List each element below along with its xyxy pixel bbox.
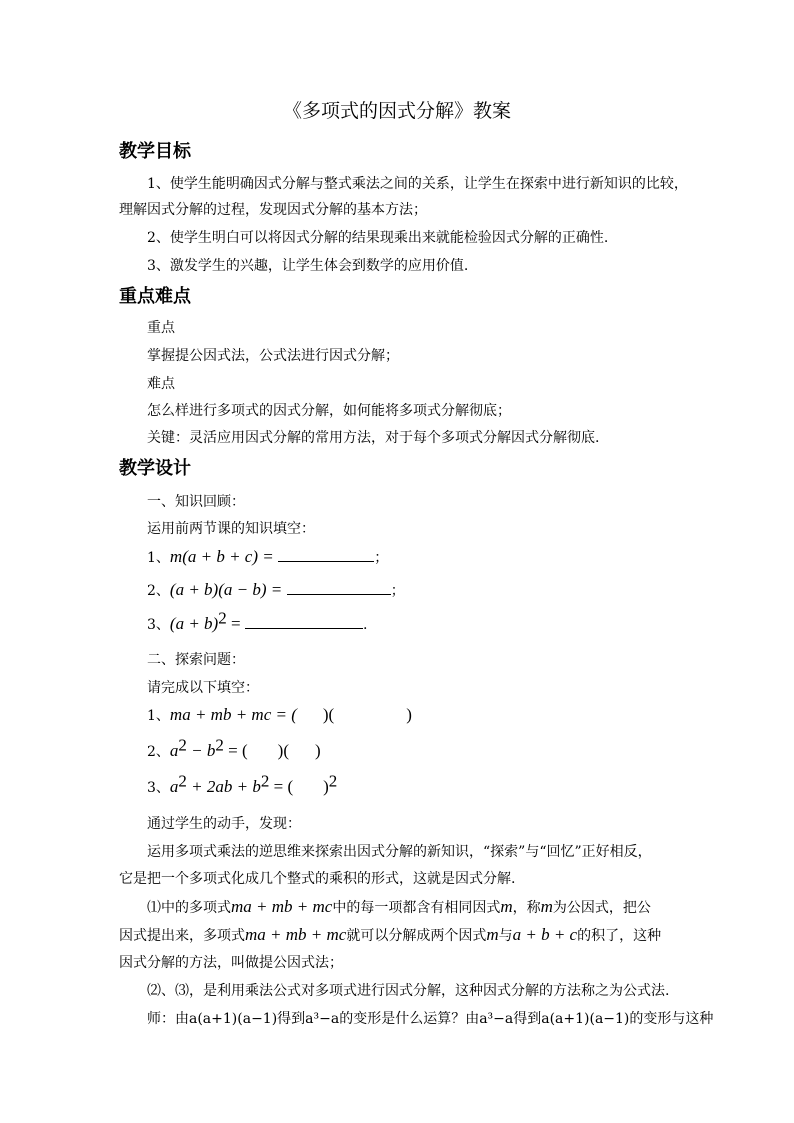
explore-item-1-num: 1、 [147, 708, 170, 724]
goal-item-1-line-1: 1、使学生能明确因式分解与整式乘法之间的关系，让学生在探索中进行新知识的比较， [147, 176, 688, 192]
explore-item-1-expr: ma + mb + mc = ( [169, 705, 297, 724]
recall-item-3 [147, 608, 368, 635]
para2-text-d: 为公因式，把公 [552, 900, 651, 916]
explore-item-2-minus: − b [186, 741, 216, 760]
answer-blank[interactable] [278, 547, 374, 562]
recall-item-3-eq: = [226, 614, 241, 633]
explore-item-2-exp1: 2 [178, 735, 187, 755]
recall-title: 一、知识回顾： [147, 494, 245, 510]
explore-item-1 [147, 705, 412, 726]
recall-item-2-expr: (a + b)(a − b) = [169, 580, 283, 599]
goal-item-1-line-2: 理解因式分解的过程，发现因式分解的基本方法； [119, 202, 427, 218]
recall-intro: 运用前两节课的知识填空： [147, 521, 315, 537]
recall-item-1-num: 1、 [147, 550, 170, 566]
para2-line-3: 因式分解的方法，叫做提公因式法； [119, 955, 343, 971]
recall-item-2-end: ； [390, 583, 405, 599]
para4: 师：由a(a+1)(a−1)得到a³−a的变形是什么运算？由a³−a得到a(a+1)(a−1)的变形与这种 [147, 1011, 714, 1027]
para2-text-b: 中的每一项都含有相同因式 [332, 900, 501, 916]
para2-m1: m [500, 897, 513, 916]
discover-text: 通过学生的动手，发现： [147, 816, 301, 832]
para2-line2-a: 因式提出来，多项式 [119, 928, 245, 944]
para2-expr3: a + b + c [512, 925, 578, 944]
explore-item-1-mid: )( [322, 705, 335, 724]
keypoints-heading: 重点难点 [119, 286, 191, 307]
key-label: 重点 [147, 320, 175, 336]
para2-line-1 [147, 897, 651, 918]
para2-m3: m [486, 925, 499, 944]
answer-blank[interactable] [245, 614, 363, 629]
explore-item-2-a: a [169, 741, 179, 760]
key-text: 掌握提公因式法，公式法进行因式分解； [147, 348, 399, 364]
explore-item-2-mid: )( [277, 741, 289, 760]
explore-item-3-a: a [169, 777, 179, 796]
recall-item-1 [147, 547, 388, 568]
recall-item-2-num: 2、 [147, 583, 170, 599]
goals-heading: 教学目标 [119, 141, 191, 162]
recall-item-3-exp: 2 [218, 608, 227, 628]
recall-item-1-end: ； [374, 550, 389, 566]
explore-item-2-eq: = ( [223, 741, 248, 760]
explore-item-3-tail: ) [323, 777, 329, 796]
explore-item-3 [147, 771, 338, 798]
explore-item-3-exp2: 2 [260, 771, 270, 791]
para1-line-1: 运用多项式乘法的逆思维来探索出因式分解的新知识，“探索”与“回忆”正好相反， [147, 844, 652, 860]
para3: ⑵、⑶，是利用乘法公式对多项式进行因式分解，这种因式分解的方法称之为公式法. [147, 983, 670, 999]
explore-item-1-tail: ) [406, 705, 412, 724]
para2-line2-d: 的积了，这种 [577, 928, 662, 944]
answer-blank[interactable] [287, 580, 391, 595]
recall-item-3-end: . [363, 617, 368, 633]
goal-item-2: 2、使学生明白可以将因式分解的结果现乘出来就能检验因式分解的正确性. [147, 230, 609, 246]
explore-item-2 [147, 735, 321, 762]
difficulty-text: 怎么样进行多项式的因式分解，如何能将多项式分解彻底； [147, 403, 511, 419]
explore-title: 二、探索问题： [147, 652, 245, 668]
para2-expr2: ma + mb + mc [245, 925, 347, 944]
difficulty-label: 难点 [147, 376, 175, 392]
design-heading: 教学设计 [119, 458, 191, 479]
explore-intro: 请完成以下填空： [147, 680, 259, 696]
explore-item-2-num: 2、 [147, 744, 170, 760]
explore-item-2-tail: ) [314, 741, 321, 760]
para2-m2: m [540, 897, 553, 916]
para1-line-2: 它是把一个多项式化成几个整式的乘积的形式，这就是因式分解. [119, 871, 516, 887]
para2-line2-b: 就可以分解成两个因式 [346, 928, 487, 944]
explore-item-3-eq: = ( [269, 777, 294, 796]
page-title: 《多项式的因式分解》教案 [282, 100, 511, 122]
recall-item-3-base: (a + b) [169, 614, 219, 633]
crux-text: 关键：灵活应用因式分解的常用方法，对于每个多项式分解因式分解彻底. [147, 430, 600, 446]
recall-item-3-num: 3、 [147, 617, 170, 633]
para2-line2-c: 与 [498, 928, 513, 944]
goal-item-3: 3、激发学生的兴趣，让学生体会到数学的应用价值. [147, 258, 469, 274]
para2-line-2 [119, 925, 661, 946]
para2-text-a: ⑴中的多项式 [147, 900, 231, 916]
explore-item-2-exp2: 2 [215, 735, 224, 755]
para2-expr: ma + mb + mc [231, 897, 333, 916]
recall-item-2 [147, 580, 405, 601]
explore-item-3-exp3: 2 [328, 771, 338, 791]
explore-item-3-rest: + 2ab + b [186, 777, 261, 796]
explore-item-3-exp1: 2 [178, 771, 187, 791]
explore-item-3-num: 3、 [147, 780, 170, 796]
recall-item-1-expr: m(a + b + c) = [169, 547, 274, 566]
para2-text-c: ，称 [512, 900, 541, 916]
